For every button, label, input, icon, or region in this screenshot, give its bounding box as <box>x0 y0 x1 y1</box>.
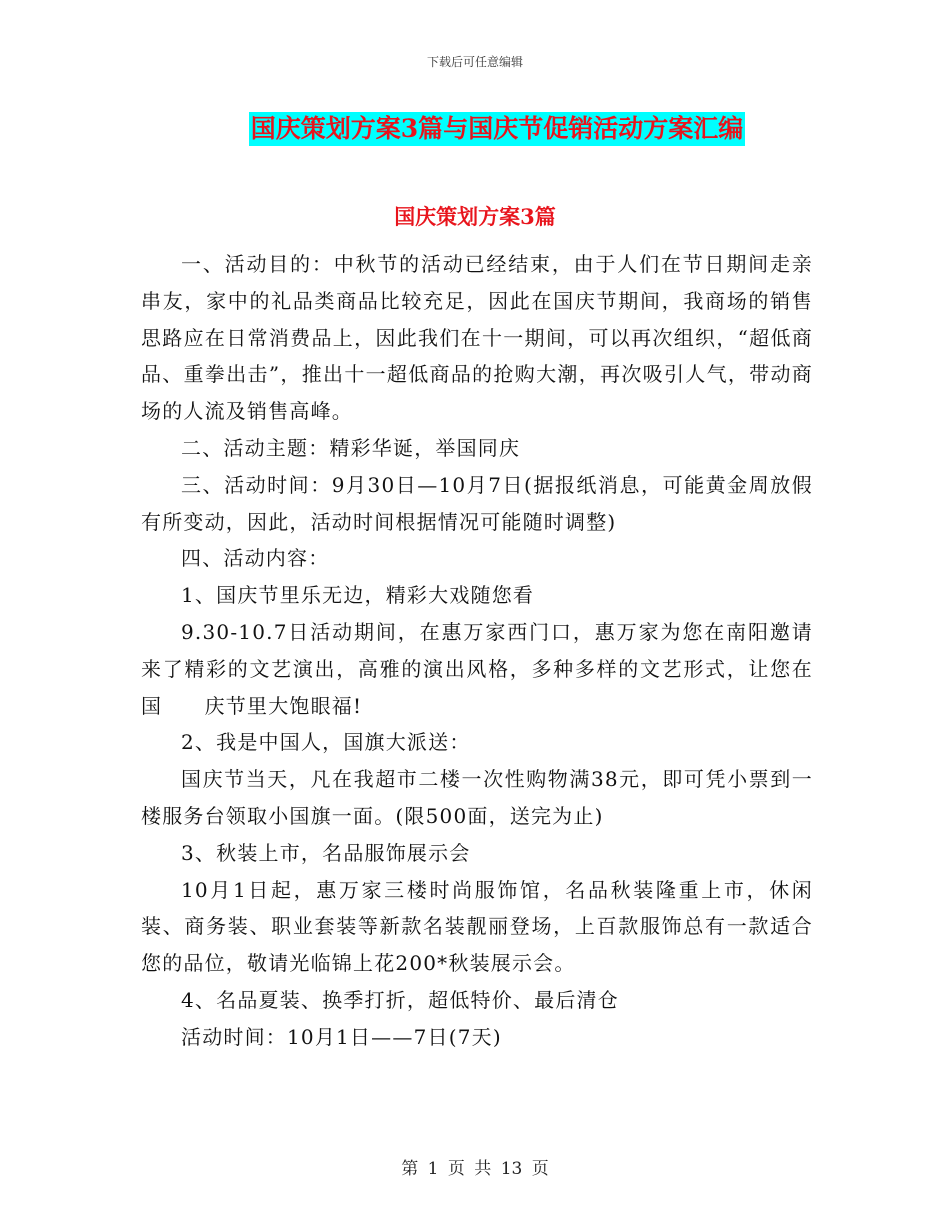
paragraph-activity-time: 三、活动时间：9月30日—10月7日(据报纸消息，可能黄金周放假有所变动，因此，活动时间根据情况可能随时调整) <box>141 472 813 534</box>
paragraph-item-2-body: 国庆节当天，凡在我超市二楼一次性购物满38元，即可凭小票到一楼服务台领取小国旗一面。(限500面，送完为止) <box>141 767 813 828</box>
paragraph-item-1-body: 9.30-10.7日活动期间，在惠万家西门口，惠万家为您在南阳邀请来了精彩的文艺演出，高雅的演出风格，多种多样的文艺形式，让您在国 庆节里大饱眼福! <box>141 619 813 718</box>
paragraph-item-2-heading: 2、我是中国人，国旗大派送： <box>181 730 471 755</box>
paragraph-activity-theme: 二、活动主题：精彩华诞，举国同庆 <box>181 435 521 460</box>
paragraph-item-4-heading: 4、名品夏装、换季打折，超低特价、最后清仓 <box>181 987 619 1012</box>
document-body <box>141 246 813 1056</box>
section-subtitle: 国庆策划方案3篇 <box>394 204 556 229</box>
paragraph-item-4-time: 活动时间：10月1日——7日(7天) <box>181 1024 502 1049</box>
paragraph-item-3-heading: 3、秋装上市，名品服饰展示会 <box>181 840 471 865</box>
paragraph-activity-content-heading: 四、活动内容： <box>181 546 330 571</box>
title-container <box>0 112 950 146</box>
paragraph-item-1-heading: 1、国庆节里乐无边，精彩大戏随您看 <box>181 583 535 608</box>
paragraph-activity-purpose: 一、活动目的：中秋节的活动已经结束，由于人们在节日期间走亲串友，家中的礼品类商品比较充足，因此在国庆节期间，我商场的销售思路应在日常消费品上，因此我们在十一期间，可以再次组织，“超低商品、重拳出击”，推出十一超低商品的抢购大潮，再次吸引人气，带动商场的人流及销售高峰。 <box>141 252 813 424</box>
paragraph-item-3-body: 10月1日起，惠万家三楼时尚服饰馆，名品秋装隆重上市，休闲装、商务装、职业套装等新款名装靓丽登场，上百款服饰总有一款适合您的品位，敬请光临锦上花200*秋装展示会。 <box>141 877 813 976</box>
page-footer: 第 1 页 共 13 页 <box>401 1159 549 1179</box>
header-note: 下载后可任意编辑 <box>426 55 523 69</box>
document-title: 国庆策划方案3篇与国庆节促销活动方案汇编 <box>249 112 745 146</box>
